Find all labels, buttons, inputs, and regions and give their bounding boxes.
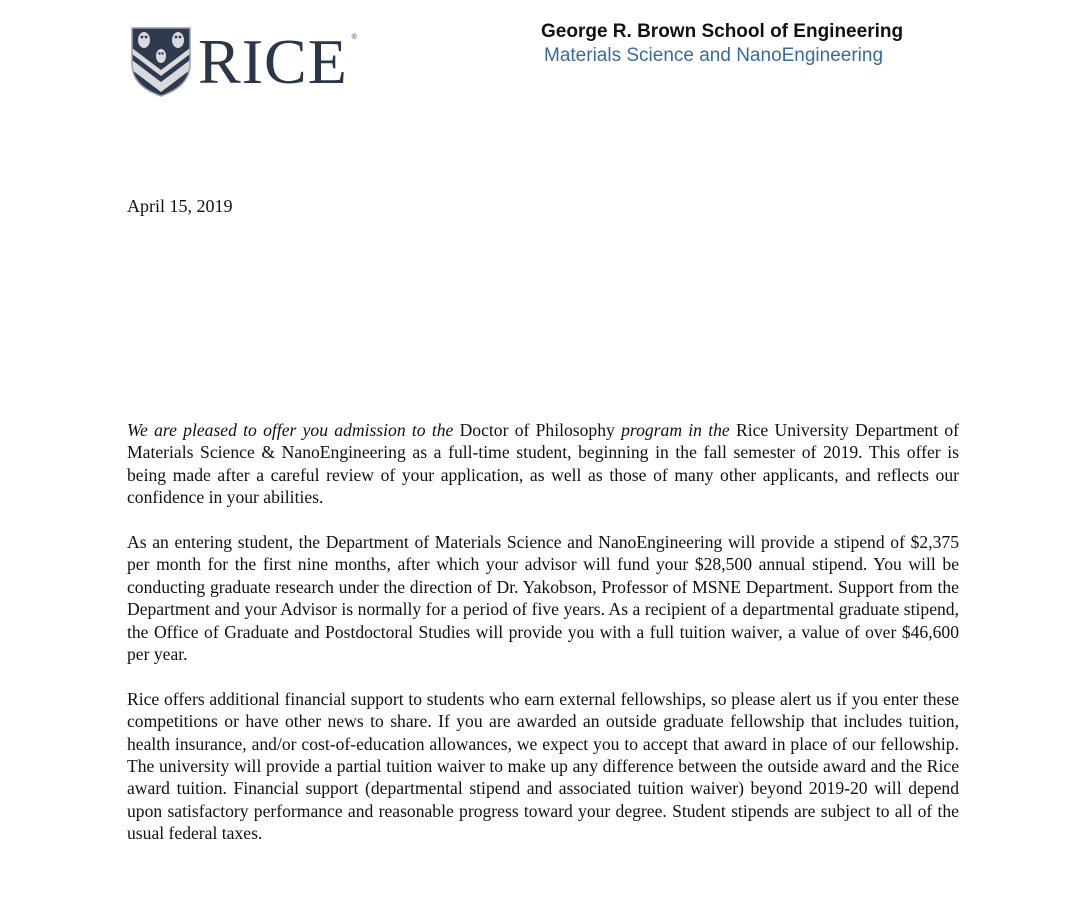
letter-body (127, 419, 959, 845)
registered-mark: ® (351, 34, 358, 41)
paragraph-fellowships: Rice offers additional financial support to students who earn external fellowships, so please alert us if you enter these competitions or have other news to share. If you are awarded an outside graduate fellowship that includes tuition, health insurance, and/or cost-of-education allowances, we expect you to accept that award in place of our fellowship. The university will provide a partial tuition waiver to make up any difference between the outside award and the Rice award tuition. Financial support (departmental stipend and associated tuition waiver) beyond 2019-20 will depend upon satisfactory performance and reasonable progress toward your degree. Student stipends are subject to all of the usual federal taxes. (127, 688, 959, 844)
offer-intro: We are pleased to offer you admission to the (127, 420, 454, 440)
offer-details: Rice University Department of Materials Science & NanoEngineering as a full-time student, beginning in the fall semester of 2019. This offer is being made after a careful review of your application, as well as those of many other applicants, and reflects our confidence in your abilities. (127, 420, 959, 508)
brand-name: RICE (198, 26, 348, 97)
letter-date: April 15, 2019 (127, 196, 233, 216)
offer-connector: program in the (621, 420, 730, 440)
school-name: George R. Brown School of Engineering (541, 21, 904, 42)
department-name: Materials Science and NanoEngineering (544, 45, 884, 66)
paragraph-stipend: As an entering student, the Department of Materials Science and NanoEngineering will provide a stipend of $2,375 per month for the first nine months, after which your advisor will fund your $28,500 annual stipend. You will be conducting graduate research under the direction of Dr. Yakobson, Professor of MSNE Department. Support from the Department and your Advisor is normally for a period of five years. As a recipient of a departmental graduate stipend, the Office of Graduate and Postdoctoral Studies will provide you with a full tuition waiver, a value of over $46,600 per year. (127, 532, 959, 665)
letterhead (541, 20, 903, 68)
rice-wordmark (198, 26, 358, 97)
degree-name: Doctor of Philosophy (453, 420, 622, 440)
rice-logo (130, 26, 358, 98)
rice-shield-icon (130, 26, 192, 98)
paragraph-offer (127, 419, 959, 509)
